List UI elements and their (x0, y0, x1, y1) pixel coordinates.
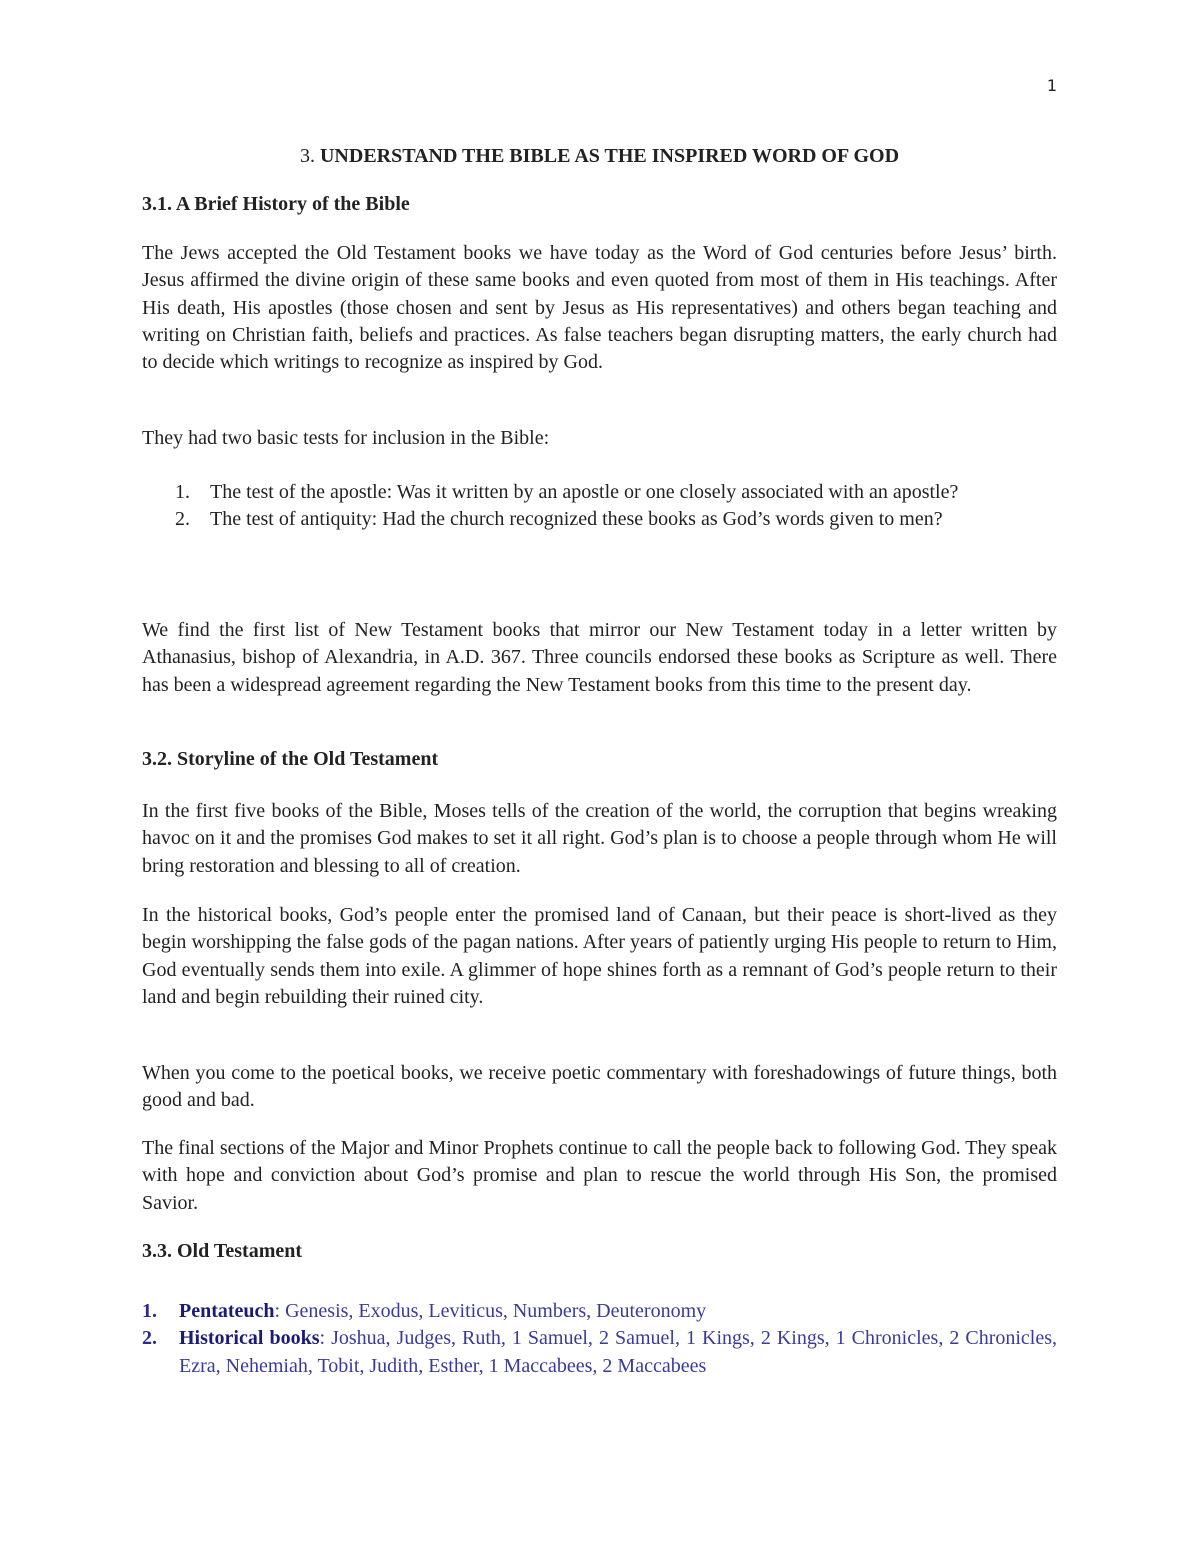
category-books: : Joshua, Judges, Ruth, 1 Samuel, 2 Samuel, 1 Kings, 2 Kings, 1 Chronicles, 2 Chronicles, Ezra, Nehemiah, Tobit, Judith, Esther, 1 Maccabees, 2 Maccabees (179, 1327, 1058, 1377)
list-item-number: 1. (142, 1300, 157, 1322)
paragraph-history-3: We find the first list of New Testament books that mirror our New Testament today in a letter written by Athanasius, bishop of Alexandria, in A.D. 367. Three councils endorsed these books as Scripture as well. There has been a widespread agreement regarding the New Testament books from this time to the present day. (142, 619, 1057, 696)
list-item-number: 2. (142, 1327, 157, 1350)
old-testament-list (142, 1298, 1057, 1380)
category-books: : Genesis, Exodus, Leviticus, Numbers, Deuteronomy (274, 1300, 707, 1322)
category-label: Historical books (179, 1327, 320, 1350)
paragraph-storyline-1: In the first five books of the Bible, Moses tells of the creation of the world, the corruption that begins wreaking havoc on it and the promises God makes to set it all right. God’s plan is to choose a people through whom He will bring restoration and blessing to all of creation. (142, 800, 1057, 877)
list-item (142, 479, 1057, 506)
list-item (142, 1325, 1057, 1380)
list-item (142, 1298, 1057, 1325)
list-item-number: 2. (175, 508, 190, 531)
title-text: UNDERSTAND THE BIBLE AS THE INSPIRED WORD OF GOD (319, 145, 900, 167)
list-item-text: The test of the apostle: Was it written by an apostle or one closely associated with an apostle? (210, 481, 959, 503)
list-item-text: The test of antiquity: Had the church recognized these books as God’s words given to men? (210, 508, 943, 531)
paragraph-history-2: They had two basic tests for inclusion in the Bible: (142, 427, 550, 449)
section-heading-3-1: 3.1. A Brief History of the Bible (142, 193, 410, 215)
section-heading-3-2: 3.2. Storyline of the Old Testament (142, 748, 439, 770)
list-item-number: 1. (175, 481, 190, 503)
paragraph-storyline-2: In the historical books, God’s people enter the promised land of Canaan, but their peace is short-lived as they begin worshipping the false gods of the pagan nations. After years of patiently urging His people to return to Him, God eventually sends them into exile. A glimmer of hope shines forth as a remnant of God’s people return to their land and begin rebuilding their ruined city. (142, 904, 1057, 1008)
category-label: Pentateuch (179, 1300, 275, 1322)
title-prefix: 3. (299, 145, 315, 167)
paragraph-storyline-4: The final sections of the Major and Minor Prophets continue to call the people back to following God. They speak with hope and conviction about God’s promise and plan to rescue the world through His Son, the promised Savior. (142, 1137, 1057, 1214)
list-item (142, 506, 1057, 533)
paragraph-storyline-3: When you come to the poetical books, we receive poetic commentary with foreshadowings of future things, both good and bad. (142, 1062, 1057, 1112)
paragraph-history-1: The Jews accepted the Old Testament books we have today as the Word of God centuries before Jesus’ birth. Jesus affirmed the divine origin of these same books and even quoted from most of them in His teachings. After His death, His apostles (those chosen and sent by Jesus as His representatives) and others began teaching and writing on Christian faith, beliefs and practices. As false teachers began disrupting matters, the early church had to decide which writings to recognize as inspired by God. (142, 242, 1057, 374)
inclusion-tests-list (142, 479, 1057, 534)
page-number: 1 (1046, 76, 1057, 95)
section-heading-3-3: 3.3. Old Testament (142, 1240, 303, 1262)
document-title (142, 145, 1057, 168)
document-page (142, 0, 1057, 1553)
